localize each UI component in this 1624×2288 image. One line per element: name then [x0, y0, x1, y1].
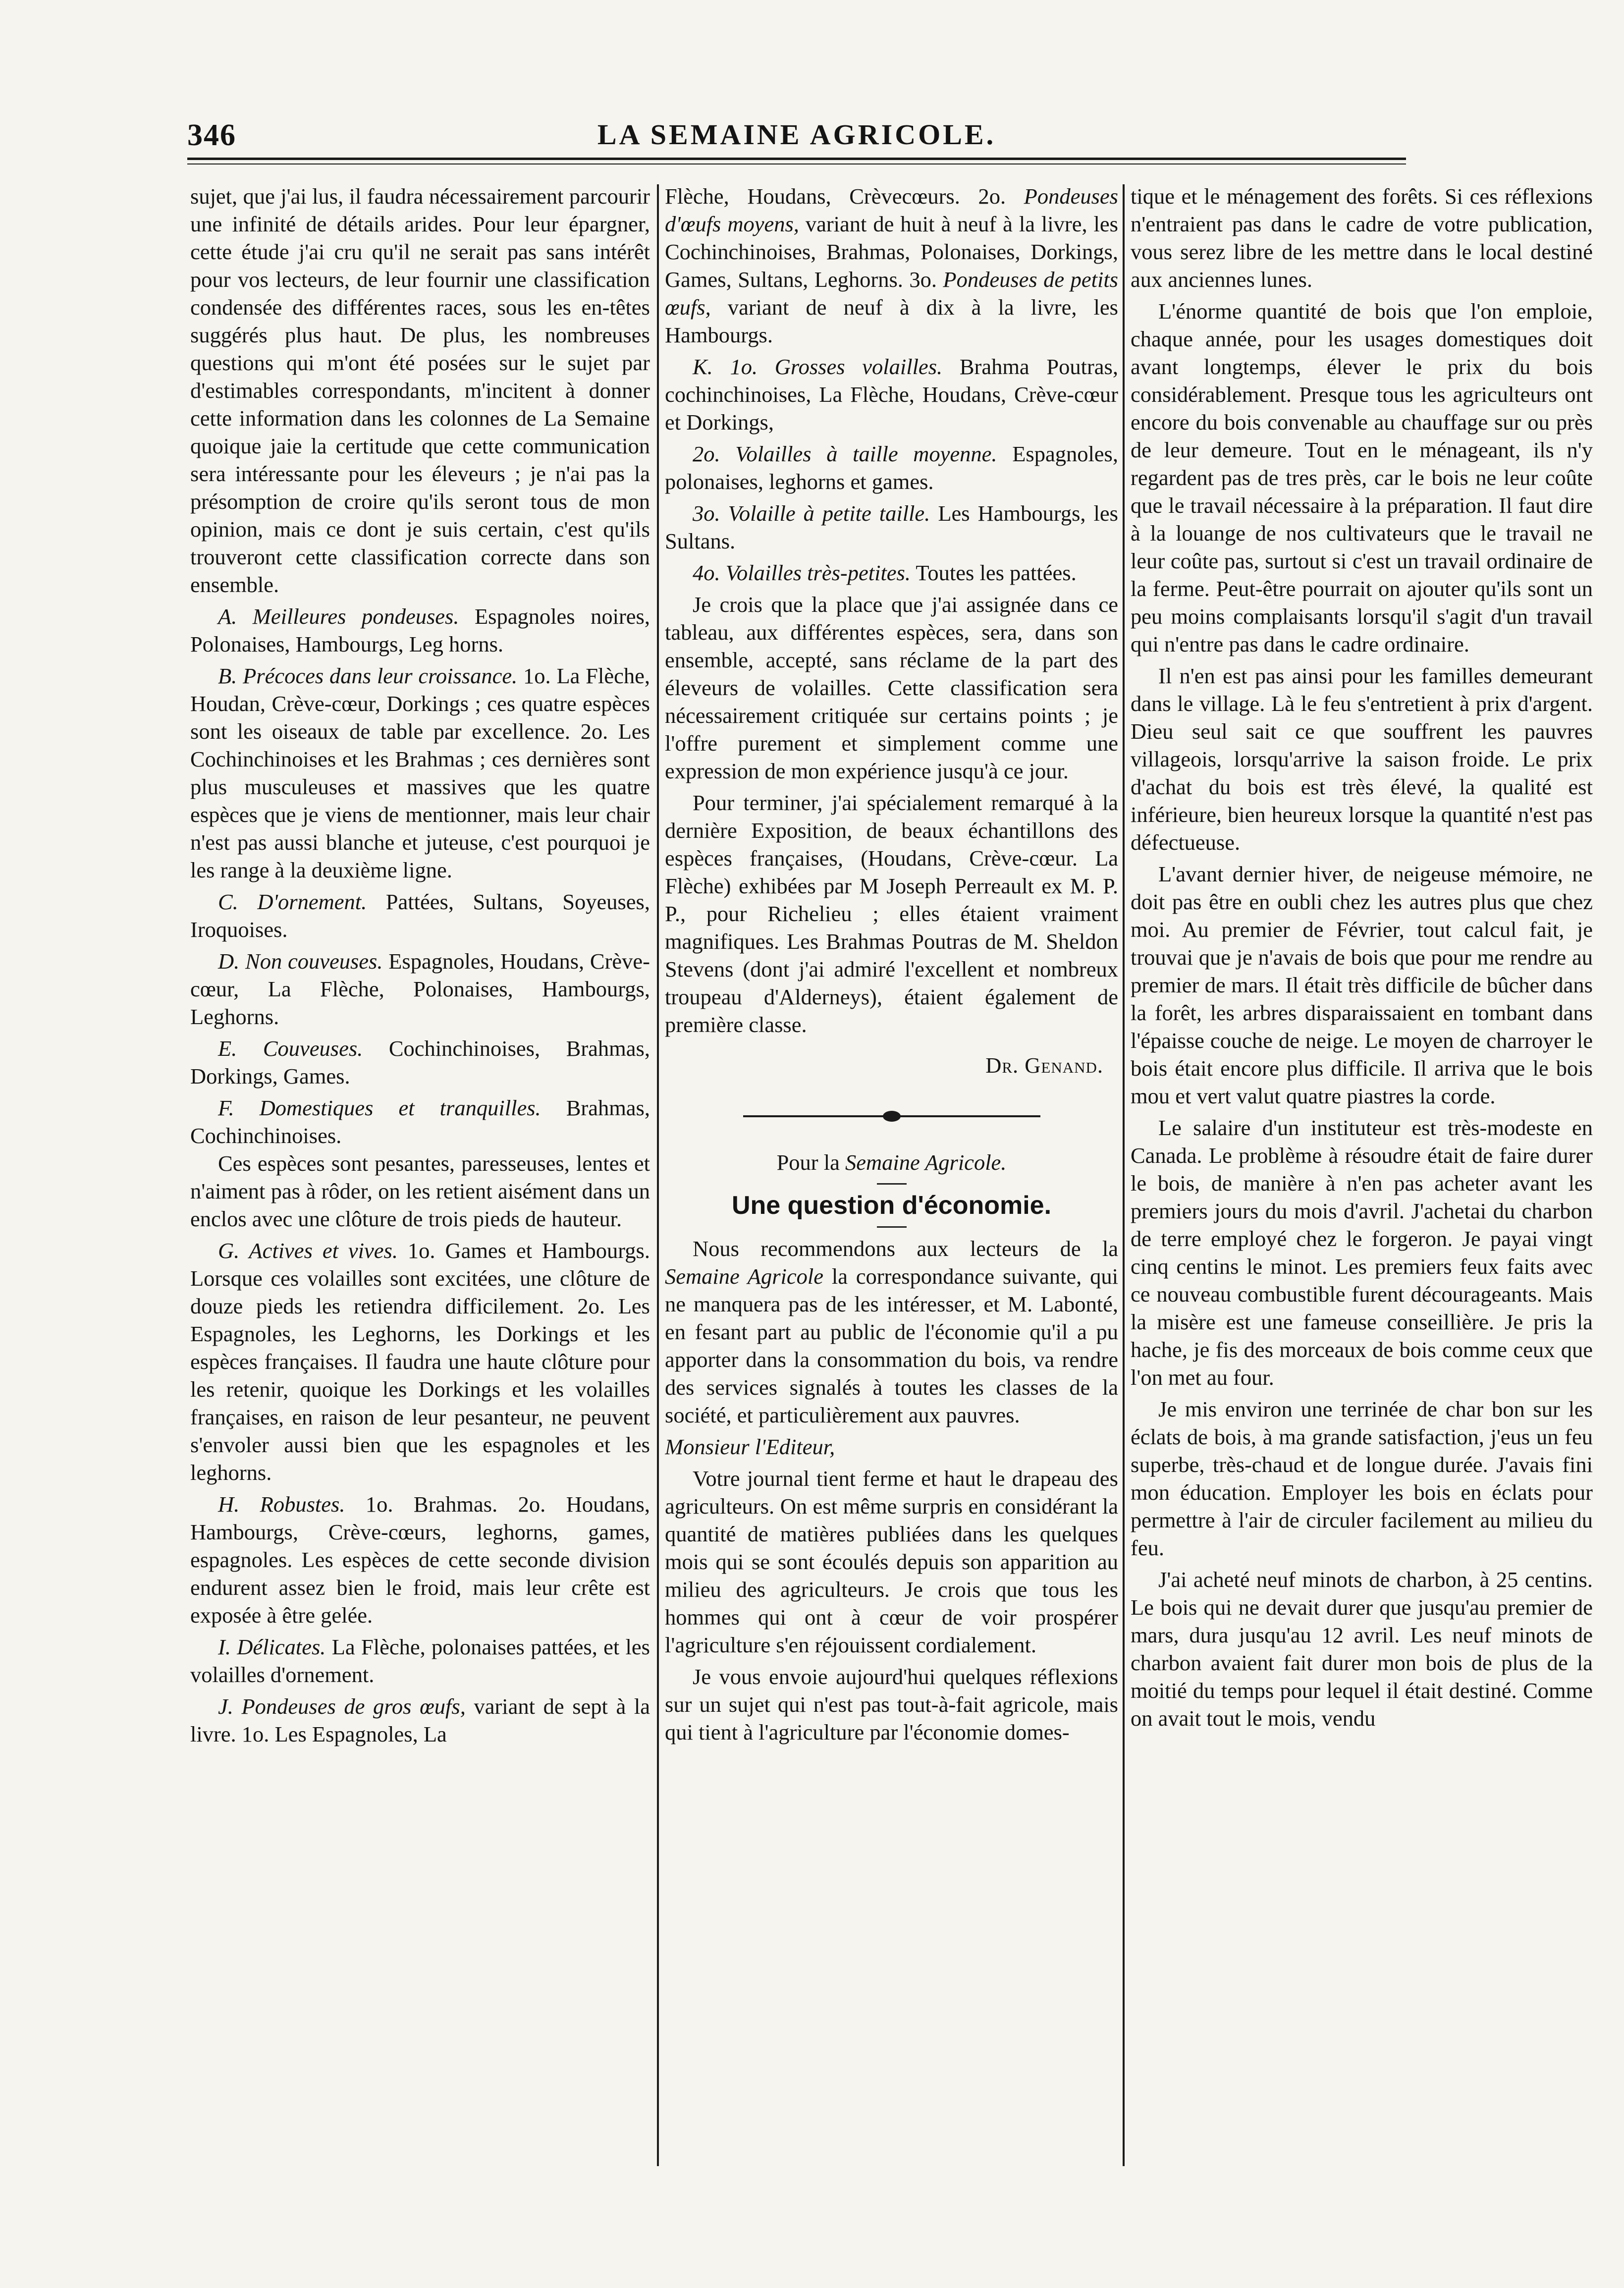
- page-header: [187, 118, 1406, 158]
- class-k3-heading: 3o. Volaille à petite taille.: [693, 501, 930, 526]
- paragraph-village: Il n'en est pas ainsi pour les familles demeurant dans le village. Là le feu s'entretient à prix d'argent. Dieu seul sait ce que souffrent les pauvres villageois, lorsqu'arrive la saison froide. Le prix d'achat du bois est très élevé, la qualité est inférieure, bien heureux lorsque la quantité n'est pas défectueuse.: [1131, 663, 1593, 855]
- class-a-paragraph: [190, 602, 650, 658]
- class-j-paragraph: [190, 1692, 650, 1748]
- class-k2-text: Espagnoles, polonaises, leghorns et games.: [665, 441, 1118, 494]
- small-eggs-heading: Pondeuses de petits œufs,: [665, 267, 1118, 320]
- class-a-heading: A. Meilleures pondeuses.: [218, 604, 459, 629]
- source-prefix: Pour la: [776, 1150, 845, 1175]
- paragraph-salaire: Le salaire d'un instituteur est très-modeste en Canada. Le problème à résoudre était de faire durer le bois, de manière à n'en pas acheter avant les premiers jours du mois d'avril. J'achetai du charbon de terre employé chez le forgeron. Je payai vingt cinq centins le minot. Les premiers feux faits avec ce nouveau combustible furent décourageants. Mais la misère est une fameuse conseillière. Je pris la hache, je fis des morceaux de bois comme ceux que l'on met au four.: [1131, 1115, 1593, 1390]
- intro-text-2: la correspondance suivante, qui ne manquera pas de les intéresser, et M. Labonté, en fesant part au public de l'économie qu'il a pu apporter dans la consommation du bois, va rendre des services signalés à toutes les classes de la société, et particulièrement aux pauvres.: [665, 1264, 1118, 1427]
- source-line: [665, 1148, 1118, 1176]
- class-d-heading: D. Non couveuses.: [218, 949, 383, 974]
- class-c-paragraph: [190, 888, 650, 943]
- class-b-heading: B. Précoces dans leur croissance.: [218, 663, 518, 688]
- class-j-cont-text-3: variant de neuf à dix à la livre, les Hambourgs.: [665, 295, 1118, 347]
- title-dash-top: [877, 1183, 907, 1185]
- header-rule-thick: [187, 158, 1406, 160]
- header-rule-thin: [187, 163, 1406, 164]
- class-h-text: 1o. Brahmas. 2o. Houdans, Hambourgs, Crève-cœurs, leghorns, games, espagnoles. Les espèces de cette seconde division endurent assez bien le froid, mais leur crête est exposée à être gelée.: [190, 1492, 650, 1628]
- class-k2-heading: 2o. Volailles à taille moyenne.: [693, 441, 997, 466]
- class-k2-paragraph: [665, 440, 1118, 495]
- class-k3-paragraph: [665, 499, 1118, 555]
- column-divider-left: [657, 184, 659, 2166]
- title-dash-bottom: [877, 1226, 907, 1228]
- class-c-text: Pattées, Sultans, Soyeuses, Iroquoises.: [190, 889, 650, 942]
- page-number: 346: [187, 118, 236, 152]
- class-f-paragraph: [190, 1094, 650, 1149]
- class-g-text: 1o. Games et Hambourgs. Lorsque ces volailles sont excitées, une clôture de douze pieds les retiendra difficilement. 2o. Les Espagnoles, les Leghorns, les Dorkings et les espèces françaises. Il faudra une haute clôture pour les retenir, quoique les Dorkings et les volailles françaises, en raison de leur pesanteur, ne peuvent s'envoler aussi bien que les espagnoles et les leghorns.: [190, 1238, 650, 1485]
- class-b-text: 1o. La Flèche, Houdan, Crève-cœur, Dorkings ; ces quatre espèces sont les oiseaux de table par excellence. 2o. Les Cochinchinoises et les Brahmas ; ces dernières sont plus musculeuses et massives que les quatre espèces que je viens de mentionner, mais leur chair n'est pas aussi blanche et juteuse, c'est pourquoi je les range à la deuxième ligne.: [190, 663, 650, 882]
- paragraph-intro-continuation: sujet, que j'ai lus, il faudra nécessairement parcourir une infinité de détails arides. Pour leur épargner, cette étude j'ai cru qu'il ne serait pas sans intérêt pour vos lecteurs, de leur fournir une classification condensée des différentes races, sous les en-têtes suggérés plus haut. De plus, les nombreuses questions qui m'ont été posées sur le sujet par d'estimables correspondants, m'incitent à donner cette information dans les colonnes de La Semaine quoique jaie la certitude que cette communication sera intéressante pour les éleveurs ; je n'ai pas la présomption de croire qu'ils seront tous de mon opinion, mais ce dont je suis certain, c'est qu'ils trouveront cette classification correcte dans son ensemble.: [190, 184, 650, 597]
- letter-salutation: Monsieur l'Editeur,: [665, 1434, 835, 1459]
- paragraph-minots: J'ai acheté neuf minots de charbon, à 25 centins. Le bois qui ne devait durer que jusqu'au premier de mars, dura jusqu'au 12 avril. Les neuf minots de charbon avaient fait durer mon bois de plus de la moitié du temps pour lequel il était destiné. Comme on avait tout le mois, vendu: [1131, 1567, 1593, 1731]
- class-d-paragraph: [190, 947, 650, 1031]
- intro-text-1: Nous recommendons aux lecteurs de la: [693, 1236, 1118, 1261]
- class-k3-text: Les Hambourgs, les Sultans.: [665, 501, 1118, 553]
- class-b-paragraph: [190, 662, 650, 884]
- class-h-heading: H. Robustes.: [218, 1492, 345, 1517]
- column-left: [190, 182, 650, 2238]
- class-j-cont-text-1: Flèche, Houdans, Crèvecœurs. 2o.: [665, 184, 1024, 209]
- paragraph-terminer: Pour terminer, j'ai spécialement remarqué à la dernière Exposition, de beaux échantillons des espèces françaises, (Houdans, Crève-cœur. La Flèche) exhibées par M Joseph Perreault ex M. P. P., pour Richelieu ; elles étaient vraiment magnifiques. Les Brahmas Poutras de M. Sheldon Stevens (dont j'ai admiré l'excellent et nombreux troupeau d'Alderneys), étaient également de première classe.: [665, 790, 1118, 1037]
- paragraph-terrinee: Je mis environ une terrinée de char bon sur les éclats de bois, à ma grande satisfaction, j'eus un feu superbe, très-chaud et de longue durée. J'avais fini mon éducation. Employer les bois en éclats pour permettre à l'air de circuler facilement au milieu du feu.: [1131, 1397, 1593, 1560]
- journal-title: LA SEMAINE AGRICOLE.: [597, 118, 996, 151]
- paragraph-bois-quantite: L'énorme quantité de bois que l'on emploie, chaque année, pour les usages domestiques doit avant longtemps, élever le prix du bois considérablement. Presque tous les agriculteurs ont encore du bois convenable au chauffage sur ou près de leur demeure. Tout en le ménageant, ils n'y regardent pas de tres près, car le bois ne leur coûte que le travail nécessaire à la préparation. Il faut dire à la louange de nos cultivateurs que le travail ne leur coûte pas, surtout si c'est un travail ordinaire de la ferme. Peut-être pourrait on ajouter qu'ils sont un peu moins complaisants lorsqu'il s'agit d'un travail qui n'entre pas dans le cadre ordinaire.: [1131, 299, 1593, 656]
- class-a-text: Espagnoles noires, Polonaises, Hambourgs, Leg horns.: [190, 604, 650, 656]
- class-e-heading: E. Couveuses.: [218, 1036, 363, 1061]
- medium-eggs-heading: Pondeuses d'œufs moyens,: [665, 184, 1118, 236]
- class-j-heading: J. Pondeuses de gros œufs,: [218, 1694, 466, 1719]
- class-g-heading: G. Actives et vives.: [218, 1238, 398, 1263]
- class-i-heading: I. Délicates.: [218, 1634, 326, 1659]
- class-e-text: Cochinchinoises, Brahmas, Dorkings, Games.: [190, 1036, 650, 1089]
- class-k-heading: K. 1o. Grosses volailles.: [693, 354, 943, 379]
- class-c-heading: C. D'ornement.: [218, 889, 367, 914]
- paragraph-hiver: L'avant dernier hiver, de neigeuse mémoire, ne doit pas être en oubli chez les autres plus que chez moi. Au premier de Février, tout calcul fait, je trouvai que je n'avais de bois que pour me rendre au premier de mars. Il était très difficile de bûcher dans la forêt, les arbres disparaissaient en tombant dans l'épaisse couche de neige. Le moyen de charroyer le bois était encore plus difficile. Il arriva que le bois mou et vert valut quatre piastres la corde.: [1131, 862, 1593, 1108]
- class-g-paragraph: [190, 1237, 650, 1486]
- article-intro: [665, 1235, 1118, 1429]
- class-j-cont-text-2: variant de huit à neuf à la livre, les Cochinchinoises, Brahmas, Polonaises, Dorkings, Games, Sultans, Leghorns. 3o.: [665, 212, 1118, 292]
- class-i-text: La Flèche, polonaises pattées, et les volailles d'ornement.: [190, 1634, 650, 1687]
- class-d-text: Espagnoles, Houdans, Crève-cœur, La Flèche, Polonaises, Hambourgs, Leghorns.: [190, 949, 650, 1029]
- class-k4-text: Toutes les pattées.: [911, 560, 1077, 585]
- class-k4-heading: 4o. Volailles très-petites.: [693, 560, 911, 585]
- class-e-paragraph: [190, 1035, 650, 1090]
- paragraph-tableau: Je crois que la place que j'ai assignée dans ce tableau, aux différentes espèces, sera, dans son ensemble, accepté, sans réclame de la part des éleveurs de volailles. Cette classification sera nécessairement critiquée sur certains points ; je l'offre purement et simplement comme une expression de mon expérience jusqu'à ce jour.: [665, 592, 1118, 783]
- class-h-paragraph: [190, 1490, 650, 1629]
- class-j-continuation: [665, 182, 1118, 349]
- author-signature: Dr. Genand.: [985, 1053, 1103, 1078]
- column-right: [1131, 182, 1593, 2238]
- source-publication: Semaine Agricole.: [845, 1150, 1007, 1175]
- column-middle: [665, 182, 1118, 2238]
- paragraph-envoie: Je vous envoie aujourd'hui quelques réflexions sur un sujet qui n'est pas tout-à-fait agricole, mais qui tient à l'agriculture par l'économie domes-: [665, 1664, 1118, 1744]
- paragraph-continuation: tique et le ménagement des forêts. Si ces réflexions n'entraient pas dans le cadre de votre publication, vous serez libre de les mettre dans le local destiné aux anciennes lunes.: [1131, 184, 1593, 292]
- class-f-paragraph-2: Ces espèces sont pesantes, paresseuses, lentes et n'aiment pas à rôder, on les retient aisément dans un enclos avec une clôture de trois pieds de hauteur.: [190, 1151, 650, 1231]
- article-title: Une question d'économie.: [731, 1191, 1052, 1220]
- class-f-heading: F. Domestiques et tranquilles.: [218, 1095, 541, 1120]
- class-j-text: variant de sept à la livre. 1o. Les Espagnoles, La: [190, 1694, 650, 1746]
- section-separator-ornament: [743, 1109, 1040, 1124]
- class-k-paragraph: [665, 353, 1118, 436]
- paragraph-journal: Votre journal tient ferme et haut le drapeau des agriculteurs. On est même surpris en considérant la quantité de matières publiées dans les quelques mois qui se sont écoulés depuis son apparition au milieu des agriculteurs. Je crois que tous les hommes qui ont à cœur de voir prospérer l'agriculture s'en réjouissent cordialement.: [665, 1466, 1118, 1657]
- class-k-text: Brahma Poutras, cochinchinoises, La Flèche, Houdans, Crève-cœur et Dorkings,: [665, 354, 1118, 435]
- column-divider-right: [1123, 184, 1125, 2166]
- class-f-text: Brahmas, Cochinchinoises.: [190, 1095, 650, 1148]
- intro-publication: Semaine Agricole: [665, 1264, 824, 1289]
- class-k4-paragraph: [665, 559, 1118, 587]
- class-i-paragraph: [190, 1633, 650, 1689]
